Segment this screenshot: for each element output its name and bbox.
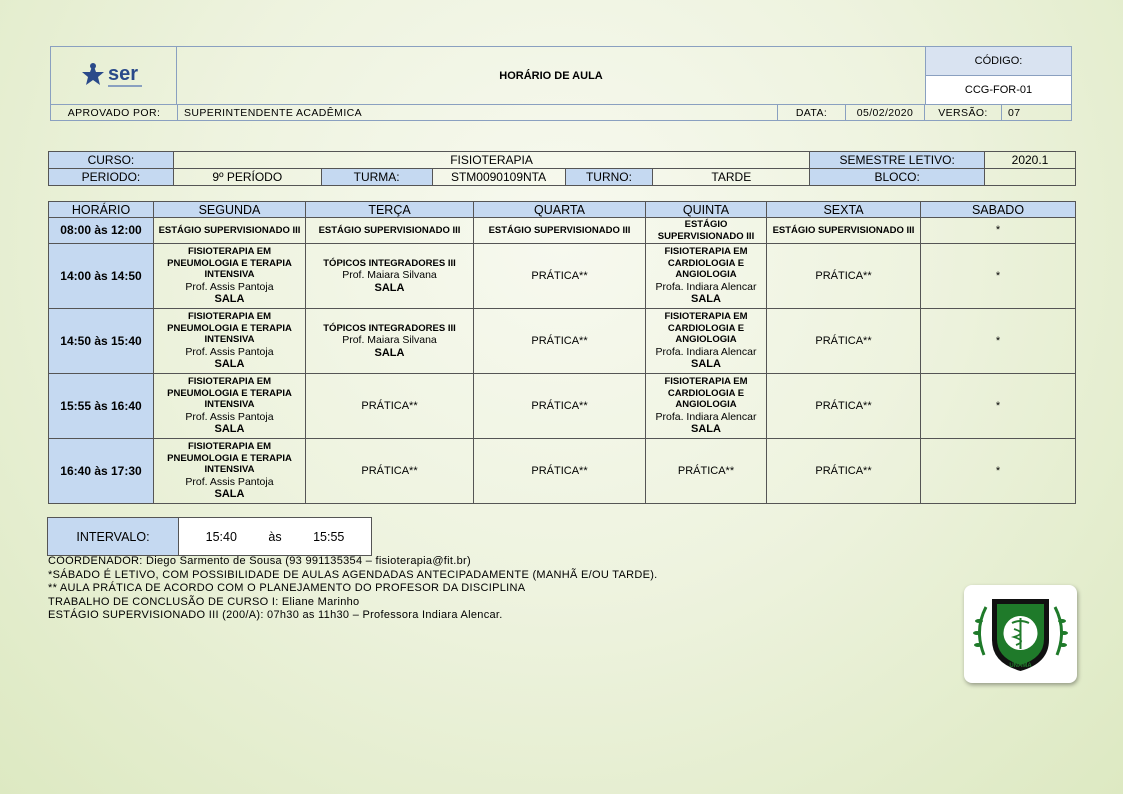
professor: Prof. Assis Pantoja	[185, 475, 274, 488]
period-label: PERIODO:	[49, 169, 174, 186]
subject-line: ANGIOLOGIA	[675, 269, 737, 281]
schedule-cell: ESTÁGIO SUPERVISIONADO III	[646, 218, 767, 244]
time-cell: 14:50 às 15:40	[49, 309, 154, 374]
col-header: QUARTA	[474, 202, 646, 218]
approval-row	[50, 104, 1072, 121]
schedule-cell	[646, 309, 767, 374]
class-label: TURMA:	[321, 169, 432, 186]
schedule-cell: PRÁTICA**	[646, 439, 767, 504]
room: SALA	[214, 423, 245, 436]
col-header: SEGUNDA	[154, 202, 306, 218]
subject-line: INTENSIVA	[204, 269, 255, 281]
date-value: 05/02/2020	[846, 105, 925, 121]
professor: Profa. Indiara Alencar	[655, 345, 757, 358]
subject-line: TÓPICOS INTEGRADORES III	[323, 257, 456, 269]
schedule-cell: PRÁTICA**	[474, 374, 646, 439]
notes	[48, 555, 658, 623]
schedule-cell: ESTÁGIO SUPERVISIONADO III	[767, 218, 921, 244]
room: SALA	[691, 423, 721, 436]
subject-line: FISIOTERAPIA EM	[187, 441, 272, 453]
saturday-cell: *	[921, 244, 1076, 309]
room: SALA	[214, 293, 245, 306]
subject-line: TÓPICOS INTEGRADORES III	[323, 322, 456, 334]
badge-text: UNAMA	[1009, 663, 1032, 669]
time-cell: 15:55 às 16:40	[49, 374, 154, 439]
interval-start: 15:40	[205, 529, 237, 544]
professor: Prof. Assis Pantoja	[185, 280, 274, 293]
subject-line: ANGIOLOGIA	[675, 334, 737, 346]
schedule-cell: ESTÁGIO SUPERVISIONADO III	[306, 218, 474, 244]
schedule-cell	[154, 374, 306, 439]
interval-label: INTERVALO:	[48, 518, 179, 556]
col-header: SEXTA	[767, 202, 921, 218]
code-value: CCG-FOR-01	[926, 76, 1072, 105]
schedule-cell	[306, 309, 474, 374]
subject-line: FISIOTERAPIA EM	[664, 246, 748, 258]
class-value: STM0090109NTA	[432, 169, 565, 186]
schedule-cell	[154, 244, 306, 309]
subject-line: PNEUMOLOGIA E TERAPIA	[167, 387, 292, 399]
professor: Profa. Indiara Alencar	[655, 280, 757, 293]
coordinator-note: COORDENADOR: Diego Sarmento de Sousa (93 991135354 – fisioterapia@fit.br)	[48, 555, 471, 567]
approved-value: SUPERINTENDENTE ACADÊMICA	[178, 105, 778, 121]
note-line: *SÁBADO É LETIVO, COM POSSIBILIDADE DE AULAS AGENDADAS ANTECIPADAMENTE (MANHÃ E/OU TARDE).	[48, 568, 658, 581]
schedule-cell: PRÁTICA**	[767, 244, 921, 309]
schedule-header-row	[49, 202, 1076, 218]
room: SALA	[214, 488, 245, 501]
page-title: HORÁRIO DE AULA	[177, 47, 926, 105]
saturday-cell: *	[921, 374, 1076, 439]
col-header: TERÇA	[306, 202, 474, 218]
course-info	[48, 151, 1076, 186]
professor: Profa. Indiara Alencar	[655, 410, 757, 423]
subject-line: INTENSIVA	[204, 334, 255, 346]
table-row	[49, 374, 1076, 439]
col-header: QUINTA	[646, 202, 767, 218]
professor: Prof. Maiara Silvana	[342, 269, 437, 282]
schedule-cell	[306, 244, 474, 309]
shield-icon	[964, 585, 1077, 683]
ser-logo	[80, 58, 146, 96]
block-value	[985, 169, 1076, 186]
table-row	[49, 244, 1076, 309]
subject-line: PNEUMOLOGIA E TERAPIA	[167, 322, 292, 334]
code-label: CÓDIGO:	[926, 47, 1072, 76]
time-cell: 14:00 às 14:50	[49, 244, 154, 309]
subject-line: CARDIOLOGIA E	[667, 387, 745, 399]
schedule-cell	[154, 309, 306, 374]
subject-line: FISIOTERAPIA EM	[187, 246, 272, 258]
schedule-table	[48, 201, 1076, 504]
room: SALA	[374, 346, 405, 359]
subject-line: CARDIOLOGIA E	[667, 257, 745, 269]
block-label: BLOCO:	[810, 169, 985, 186]
shift-value: TARDE	[653, 169, 810, 186]
schedule-cell: PRÁTICA**	[474, 244, 646, 309]
col-header: SABADO	[921, 202, 1076, 218]
approved-label: APROVADO POR:	[51, 105, 178, 121]
schedule-cell	[646, 374, 767, 439]
subject-line: PNEUMOLOGIA E TERAPIA	[167, 257, 292, 269]
table-row	[49, 309, 1076, 374]
subject-line: FISIOTERAPIA EM	[664, 376, 748, 388]
subject-line: FISIOTERAPIA EM	[187, 376, 272, 388]
interval-value	[179, 518, 372, 556]
col-header: HORÁRIO	[49, 202, 154, 218]
saturday-cell: *	[921, 439, 1076, 504]
schedule-cell	[154, 439, 306, 504]
schedule-cell: PRÁTICA**	[767, 309, 921, 374]
course-value: FISIOTERAPIA	[173, 152, 809, 169]
schedule-cell: PRÁTICA**	[474, 309, 646, 374]
room: SALA	[214, 358, 245, 371]
shift-label: TURNO:	[565, 169, 653, 186]
subject-line: PNEUMOLOGIA E TERAPIA	[167, 452, 292, 464]
unama-badge	[964, 585, 1077, 683]
period-value: 9º PERÍODO	[173, 169, 321, 186]
schedule-cell: ESTÁGIO SUPERVISIONADO III	[154, 218, 306, 244]
schedule-cell	[646, 244, 767, 309]
table-row	[49, 439, 1076, 504]
time-cell: 16:40 às 17:30	[49, 439, 154, 504]
schedule-cell: PRÁTICA**	[767, 374, 921, 439]
note-line: TRABALHO DE CONCLUSÃO DE CURSO I: Eliane Marinho	[48, 595, 360, 608]
saturday-cell: *	[921, 309, 1076, 374]
schedule-cell: PRÁTICA**	[474, 439, 646, 504]
date-label: DATA:	[778, 105, 846, 121]
semester-value: 2020.1	[985, 152, 1076, 169]
table-row	[49, 218, 1076, 244]
course-label: CURSO:	[49, 152, 174, 169]
professor: Prof. Maiara Silvana	[342, 334, 437, 347]
logo-text: ser	[108, 63, 139, 85]
document-header	[50, 46, 1072, 105]
room: SALA	[691, 293, 721, 306]
professor: Prof. Assis Pantoja	[185, 345, 274, 358]
saturday-cell: *	[921, 218, 1076, 244]
star-icon	[82, 63, 104, 85]
semester-label: SEMESTRE LETIVO:	[810, 152, 985, 169]
room: SALA	[374, 281, 405, 294]
time-cell: 08:00 às 12:00	[49, 218, 154, 244]
schedule-cell: PRÁTICA**	[306, 374, 474, 439]
subject-line: ANGIOLOGIA	[675, 399, 737, 411]
subject-line: INTENSIVA	[204, 464, 255, 476]
professor: Prof. Assis Pantoja	[185, 410, 274, 423]
note-line: ESTÁGIO SUPERVISIONADO III (200/A): 07h30 as 11h30 – Professora Indiara Alencar.	[48, 609, 503, 622]
schedule-cell: PRÁTICA**	[767, 439, 921, 504]
subject-line: CARDIOLOGIA E	[667, 322, 745, 334]
version-label: VERSÃO:	[925, 105, 1002, 121]
note-line: ** AULA PRÁTICA DE ACORDO COM O PLANEJAMENTO DO PROFESOR DA DISCIPLINA	[48, 582, 526, 595]
subject-line: INTENSIVA	[204, 399, 255, 411]
interval-end: 15:55	[313, 529, 345, 544]
interval-sep: às	[268, 529, 282, 544]
schedule-cell: ESTÁGIO SUPERVISIONADO III	[474, 218, 646, 244]
subject-line: FISIOTERAPIA EM	[187, 311, 272, 323]
room: SALA	[691, 358, 721, 371]
subject-line: FISIOTERAPIA EM	[664, 311, 748, 323]
version-value: 07	[1002, 105, 1072, 121]
schedule-cell: PRÁTICA**	[306, 439, 474, 504]
interval-box	[47, 517, 372, 556]
